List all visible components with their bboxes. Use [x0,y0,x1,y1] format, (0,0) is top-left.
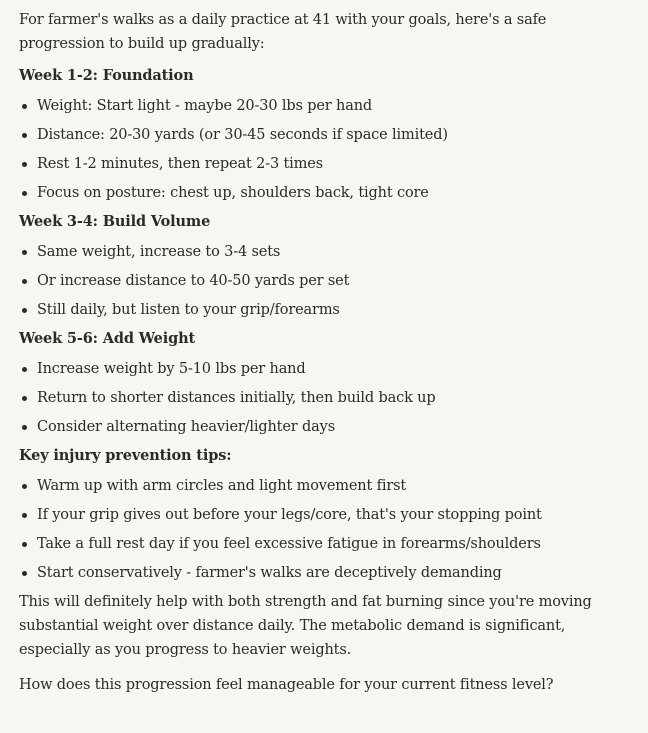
closing-paragraph: This will definitely help with both strength and fat burning since you're moving substantial weight over distance daily. The metabolic demand is significant, especially as you progress to heavier weights. [19,594,592,658]
list-item-text: Distance: 20-30 yards (or 30-45 seconds if space limited) [37,127,448,143]
list-item [19,298,634,322]
list-item [19,474,634,498]
list-item-text: Take a full rest day if you feel excessive fatigue in forearms/shoulders [37,536,541,552]
list-item [19,415,634,439]
list-item [19,181,634,205]
list-item-text: Increase weight by 5-10 lbs per hand [37,361,306,377]
list-item [19,123,634,147]
intro-paragraph: For farmer's walks as a daily practice at 41 with your goals, here's a safe progression to build up gradually: [19,12,547,52]
list-item [19,94,634,118]
list-item-text: Consider alternating heavier/lighter days [37,419,335,435]
bullet-icon [22,367,27,372]
list-item-text: Same weight, increase to 3-4 sets [37,244,281,260]
list-item [19,269,634,293]
bullet-icon [22,542,27,547]
list-item [19,357,634,381]
section-heading-week-1-2: Week 1-2: Foundation [19,67,194,84]
section-heading-injury-tips: Key injury prevention tips: [19,447,232,464]
list-item-text: If your grip gives out before your legs/core, that's your stopping point [37,507,542,523]
bullet-icon [22,191,27,196]
list-item-text: Warm up with arm circles and light movement first [37,478,407,494]
bullet-icon [22,425,27,430]
bullet-icon [22,133,27,138]
list-item-text: Still daily, but listen to your grip/forearms [37,302,340,318]
bullet-list-injury-tips [19,474,634,585]
bullet-icon [22,513,27,518]
list-item-text: Rest 1-2 minutes, then repeat 2-3 times [37,156,323,172]
list-item [19,152,634,176]
bullet-icon [22,571,27,576]
bullet-list-week-5-6 [19,357,634,439]
list-item-text: Weight: Start light - maybe 20-30 lbs per hand [37,98,373,114]
list-item-text: Start conservatively - farmer's walks are deceptively demanding [37,565,502,581]
list-item [19,503,634,527]
bullet-icon [22,250,27,255]
bullet-icon [22,104,27,109]
list-item-text: Or increase distance to 40-50 yards per set [37,273,350,289]
list-item [19,561,634,585]
bullet-list-week-1-2 [19,94,634,205]
section-heading-week-3-4: Week 3-4: Build Volume [19,213,211,230]
follow-up-question: How does this progression feel manageable for your current fitness level? [19,677,554,693]
bullet-list-week-3-4 [19,240,634,322]
list-item-text: Focus on posture: chest up, shoulders back, tight core [37,185,429,201]
bullet-icon [22,396,27,401]
list-item-text: Return to shorter distances initially, then build back up [37,390,436,406]
bullet-icon [22,279,27,284]
list-item [19,240,634,264]
list-item [19,532,634,556]
bullet-icon [22,308,27,313]
list-item [19,386,634,410]
bullet-icon [22,162,27,167]
bullet-icon [22,484,27,489]
section-heading-week-5-6: Week 5-6: Add Weight [19,330,196,347]
